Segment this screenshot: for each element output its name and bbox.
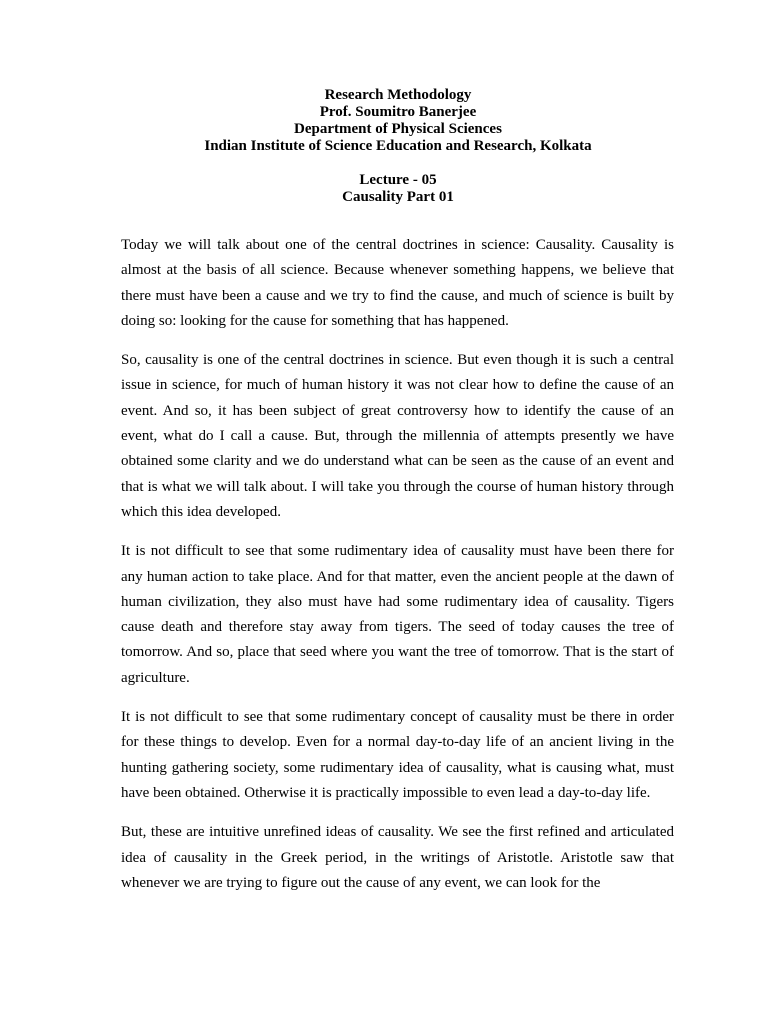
lecture-topic: Causality Part 01 [342,189,454,205]
course-title: Research Methodology [324,87,472,103]
paragraph: It is not difficult to see that some rudimentary idea of causality must have been there for any human action to take place. And for that matter, even the ancient people at the dawn of human civilization, they also must have had some rudimentary idea of causality. Tigers cause death and therefore stay away from tigers. The seed of today causes the tree of tomorrow. And so, place that seed where you want the tree of tomorrow. That is the start of agriculture. [121,543,674,686]
title-block [100,87,696,206]
paragraph: But, these are intuitive unrefined ideas of causality. We see the first refined and articulated idea of causality in the Greek period, in the writings of Aristotle. Aristotle saw that whenever we are trying to figure out the cause of any event, we can look for the [121,824,674,891]
paragraph: Today we will talk about one of the central doctrines in science: Causality. Causality is almost at the basis of all science. Because whenever something happens, we believe that there must have been a cause and we try to find the cause, and much of science is built by doing so: looking for the cause for something that has happened. [121,237,674,329]
professor-name: Prof. Soumitro Banerjee [319,104,477,120]
transcript-body [121,233,674,910]
paragraph: It is not difficult to see that some rudimentary concept of causality must be there in order for these things to develop. Even for a normal day-to-day life of an ancient living in the hunting gathering society, some rudimentary idea of causality, what is causing what, must have been obtained. Otherwise it is practically impossible to even lead a day-to-day life. [121,709,674,801]
paragraph: So, causality is one of the central doctrines in science. But even though it is such a central issue in science, for much of human history it was not clear how to define the cause of an event. And so, it has been subject of great controversy how to identify the cause of an event, what do I call a cause. But, through the millennia of attempts presently we have obtained some clarity and we do understand what can be seen as the cause of an event and that is what we will talk about. I will take you through the course of human history through which this idea developed. [121,352,674,520]
department-name: Department of Physical Sciences [294,121,502,137]
lecture-number: Lecture - 05 [359,172,437,188]
institute-name: Indian Institute of Science Education and Research, Kolkata [204,138,592,154]
